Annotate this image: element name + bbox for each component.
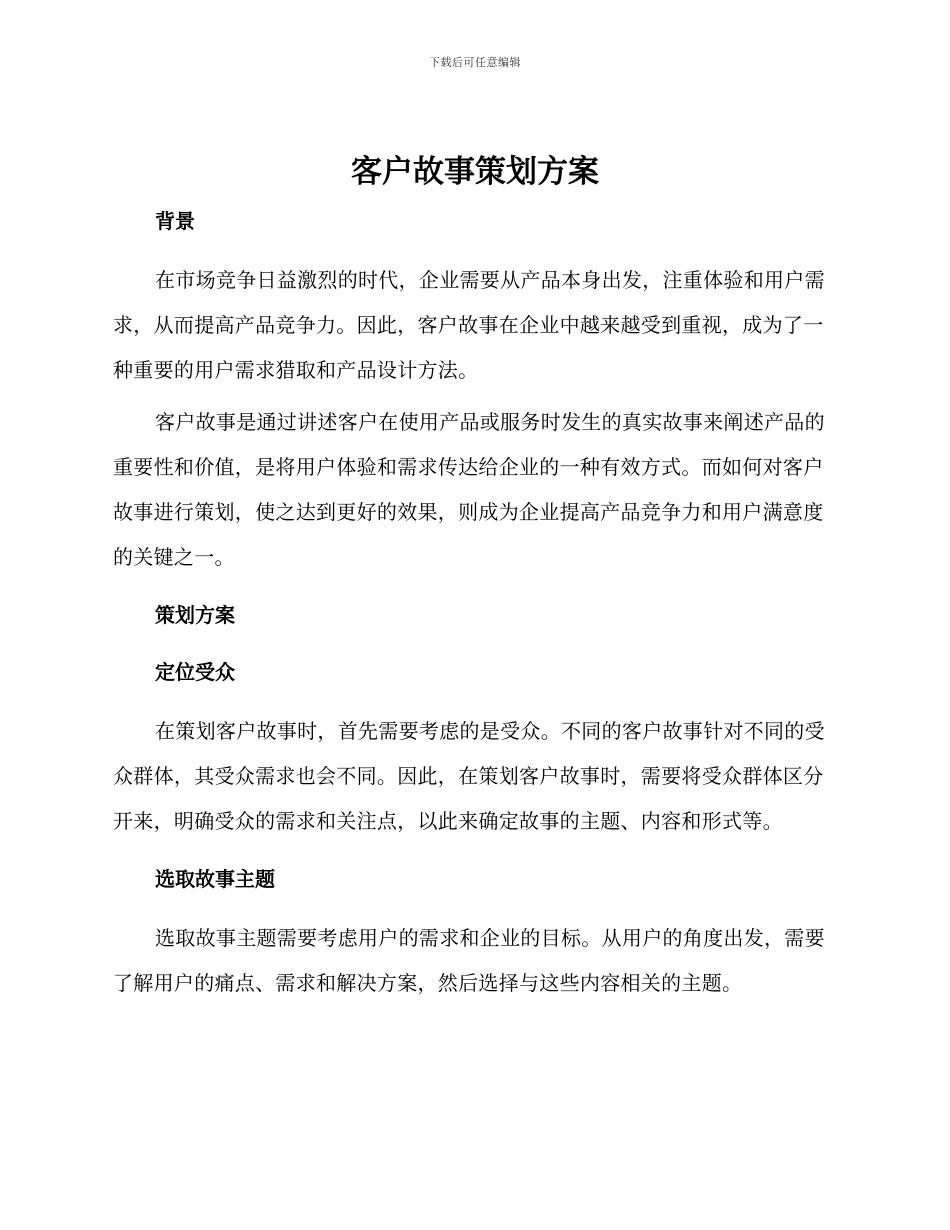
section-heading-background: 背景 [155, 209, 195, 233]
document-body [113, 204, 833, 1006]
section-heading-topic: 选取故事主题 [155, 867, 275, 891]
paragraph-background-1: 在市场竞争日益激烈的时代，企业需要从产品本身出发，注重体验和用户需求，从而提高产品竞争力。因此，客户故事在企业中越来越受到重视，成为了一种重要的用户需求猎取和产品设计方法。 [113, 268, 825, 382]
document-title: 客户故事策划方案 [351, 154, 599, 190]
header-note: 下载后可任意编辑 [429, 56, 521, 69]
section-heading-audience: 定位受众 [155, 660, 235, 684]
section-heading-plan: 策划方案 [155, 603, 235, 627]
paragraph-background-2: 客户故事是通过讲述客户在使用产品或服务时发生的真实故事来阐述产品的重要性和价值，是将用户体验和需求传达给企业的一种有效方式。而如何对客户故事进行策划，使之达到更好的效果，则成为企业提高产品竞争力和用户满意度的关键之一。 [113, 410, 825, 569]
paragraph-topic-1: 选取故事主题需要考虑用户的需求和企业的目标。从用户的角度出发，需要了解用户的痛点、需求和解决方案，然后选择与这些内容相关的主题。 [113, 926, 825, 995]
paragraph-audience-1: 在策划客户故事时，首先需要考虑的是受众。不同的客户故事针对不同的受众群体，其受众需求也会不同。因此，在策划客户故事时，需要将受众群体区分开来，明确受众的需求和关注点，以此来确定故事的主题、内容和形式等。 [113, 719, 825, 833]
